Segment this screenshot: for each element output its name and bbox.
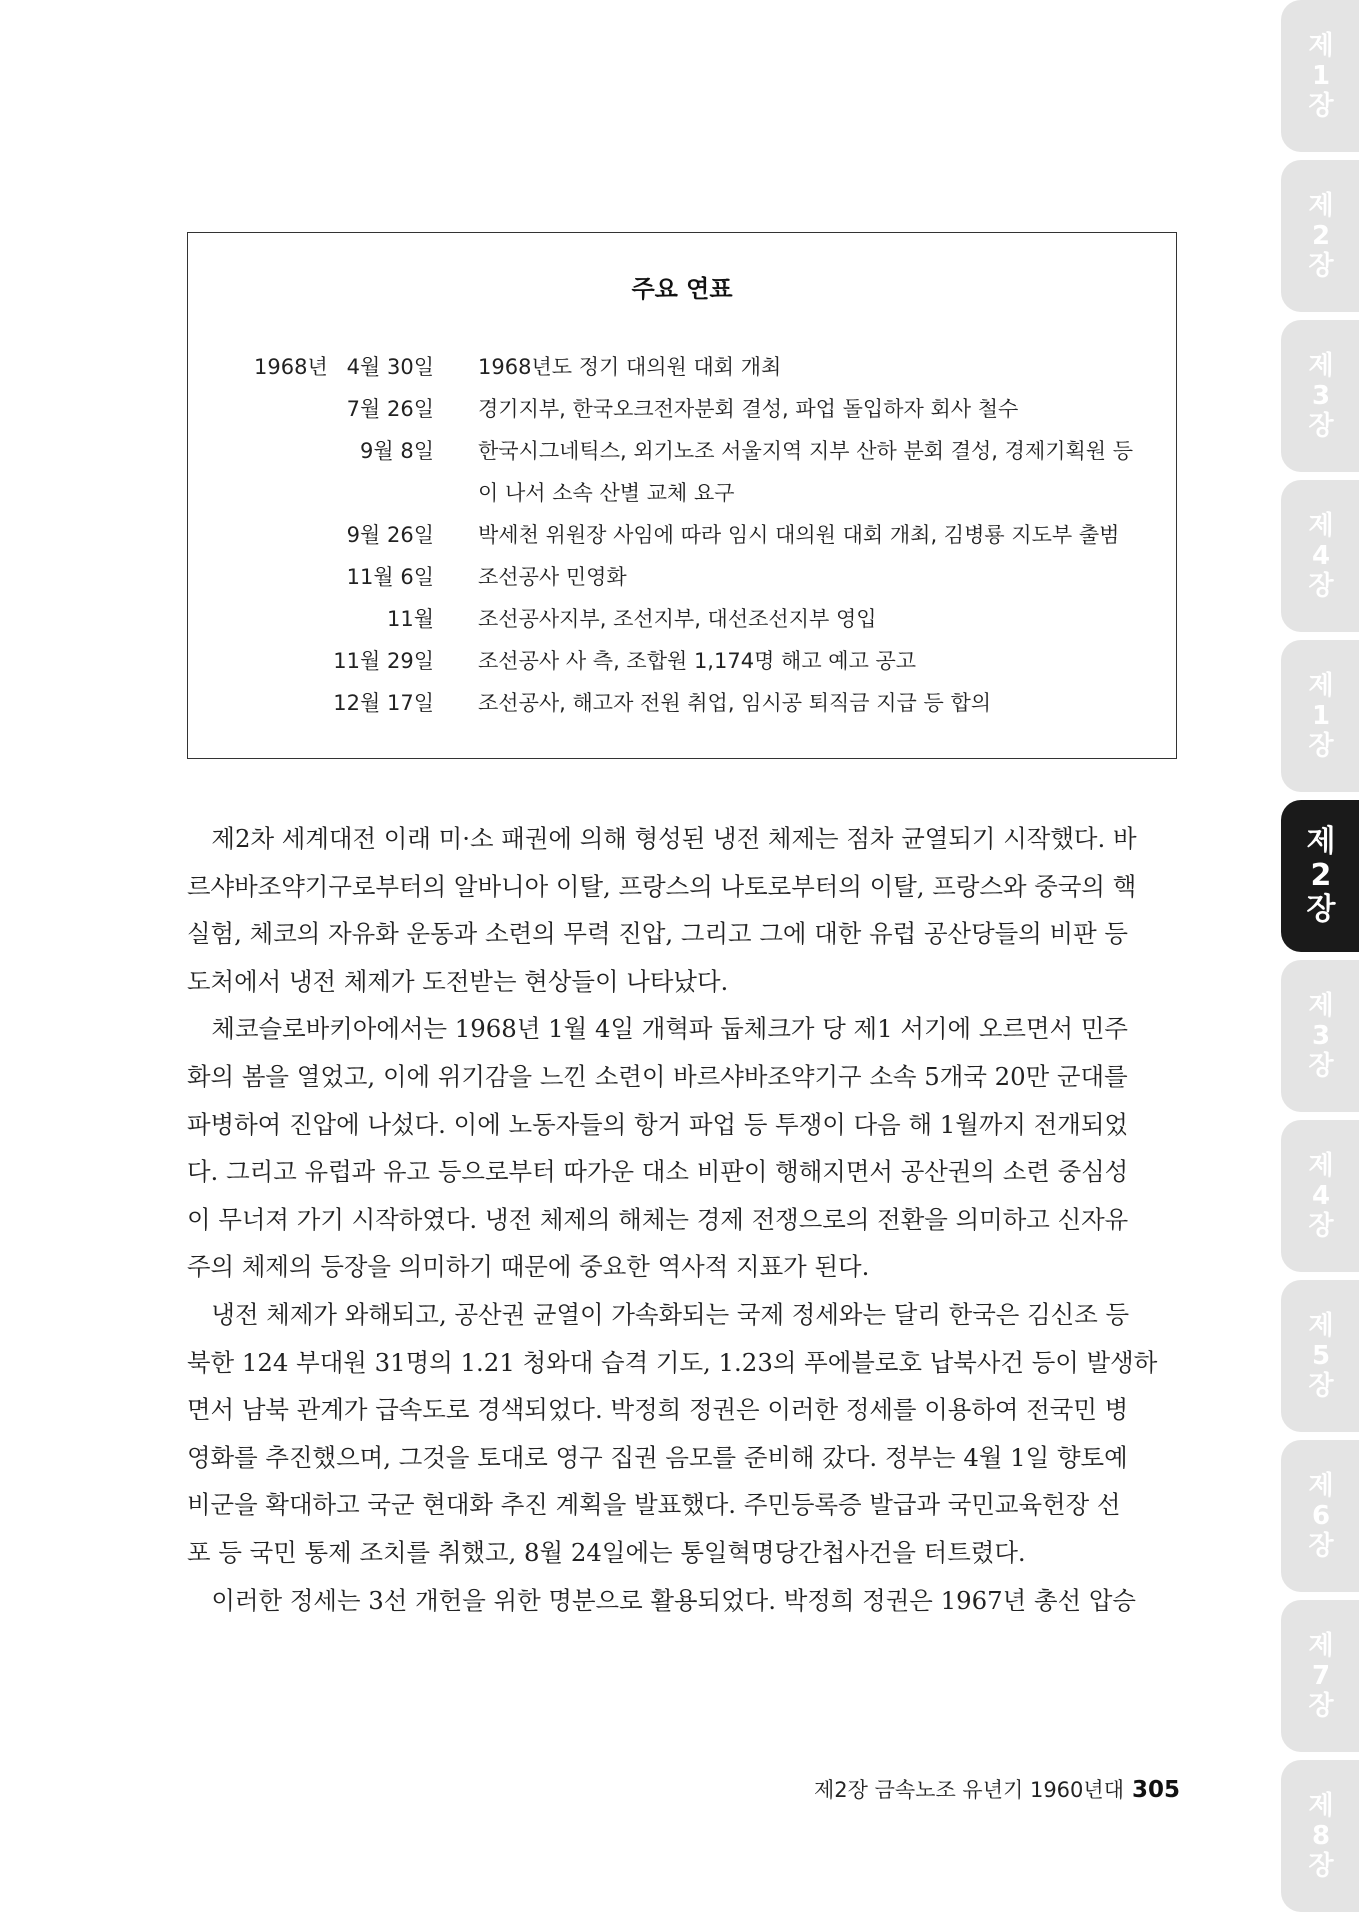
chronology-row [188,393,1176,435]
chronology-date: 11월 6일 [346,565,434,589]
tab-char: 6 [1311,1501,1331,1531]
chronology-row [188,603,1176,645]
tab-char: 4 [1311,541,1331,571]
chronology-event: 박세천 위원장 사임에 따라 임시 대의원 대회 개최, 김병룡 지도부 출범 [478,523,1120,547]
body-line: 이 무너져 가기 시작하였다. 냉전 체제의 해체는 경제 전쟁으로의 전환을 의미하고 신자유 [187,1204,1129,1234]
chronology-event: 조선공사 사 측, 조합원 1,174명 해고 예고 공고 [478,649,917,673]
chapter-tab-9[interactable] [1281,1280,1359,1432]
chronology-event: 조선공사지부, 조선지부, 대선조선지부 영입 [478,607,877,631]
tab-char: 제 [1308,31,1334,61]
body-line: 비군을 확대하고 국군 현대화 추진 계획을 발표했다. 주민등록증 발급과 국민교육헌장 선 [187,1490,1121,1520]
tab-char: 장 [1308,1371,1334,1401]
tab-char: 제 [1308,1791,1334,1821]
running-title: 제2장 금속노조 유년기 1960년대 [814,1778,1124,1802]
chronology-event: 이 나서 소속 산별 교체 요구 [478,481,735,505]
tab-char: 장 [1308,1051,1334,1081]
body-line: 주의 체제의 등장을 의미하기 때문에 중요한 역사적 지표가 된다. [187,1252,870,1282]
body-line: 체코슬로바키아에서는 1968년 1월 4일 개혁파 둡체크가 당 제1 서기에 오르면서 민주 [187,1014,1128,1044]
body-line: 화의 봄을 열었고, 이에 위기감을 느낀 소련이 바르샤바조약기구 소속 5개국 20만 군대를 [187,1061,1128,1091]
tab-char: 장 [1308,571,1334,601]
body-line: 파병하여 진압에 나섰다. 이에 노동자들의 항거 파업 등 투쟁이 다음 해 1월까지 전개되었 [187,1109,1128,1139]
body-line: 다. 그리고 유럽과 유고 등으로부터 따가운 대소 비판이 행해지면서 공산권의 소련 중심성 [187,1157,1129,1187]
chronology-title: 주요 연표 [631,275,733,303]
tab-char: 4 [1311,1181,1331,1211]
chronology-row [188,687,1176,729]
chronology-date: 4월 30일 [346,355,434,379]
body-line: 르샤바조약기구로부터의 알바니아 이탈, 프랑스의 나토로부터의 이탈, 프랑스와 중국의 핵 [187,871,1137,901]
tab-char: 장 [1308,1531,1334,1561]
running-footer [700,1774,1180,1804]
tab-char: 제 [1308,1631,1334,1661]
body-line: 포 등 국민 통제 조치를 취했고, 8월 24일에는 통일혁명당간첩사건을 터트렸다. [187,1537,1026,1567]
chapter-tab-3[interactable] [1281,320,1359,472]
tab-char: 1 [1311,701,1331,731]
chronology-date: 11월 29일 [333,649,434,673]
tab-char: 2 [1310,858,1332,893]
chronology-year: 1968년 [254,355,328,379]
body-text [187,815,1183,1624]
chapter-tab-5[interactable] [1281,640,1359,792]
chronology-event: 조선공사, 해고자 전원 취업, 임시공 퇴직금 지급 등 합의 [478,691,992,715]
chapter-tab-8[interactable] [1281,1120,1359,1272]
tab-char: 제 [1308,1151,1334,1181]
chapter-tab-10[interactable] [1281,1440,1359,1592]
tab-char: 제 [1308,1471,1334,1501]
tab-char: 장 [1306,892,1336,927]
chronology-row [188,561,1176,603]
chronology-list [188,351,1176,729]
chronology-row [188,519,1176,561]
chapter-tab-4[interactable] [1281,480,1359,632]
tab-char: 장 [1308,91,1334,121]
chapter-tab-2[interactable] [1281,160,1359,312]
chapter-tab-12[interactable] [1281,1760,1359,1912]
tab-char: 장 [1308,411,1334,441]
body-line: 영화를 추진했으며, 그것을 토대로 영구 집권 음모를 준비해 갔다. 정부는 4월 1일 향토예 [187,1442,1128,1472]
chronology-date: 9월 26일 [346,523,434,547]
chronology-date: 12월 17일 [333,691,434,715]
body-line: 냉전 체제가 와해되고, 공산권 균열이 가속화되는 국제 정세와는 달리 한국은 김신조 등 [187,1299,1130,1329]
tab-char: 7 [1311,1661,1331,1691]
tab-char: 제 [1308,991,1334,1021]
chronology-row [188,645,1176,687]
page-number: 305 [1131,1777,1180,1803]
chronology-row [188,351,1176,393]
tab-char: 장 [1308,251,1334,281]
tab-char: 제 [1308,1311,1334,1341]
tab-char: 8 [1311,1821,1331,1851]
chronology-event: 조선공사 민영화 [478,565,627,589]
chronology-date: 9월 8일 [360,439,434,463]
body-line: 이러한 정세는 3선 개헌을 위한 명분으로 활용되었다. 박정희 정권은 1967년 총선 압승 [187,1585,1136,1615]
tab-char: 장 [1308,1691,1334,1721]
chronology-event: 한국시그네틱스, 외기노조 서울지역 지부 산하 분회 결성, 경제기획원 등 [478,439,1134,463]
chapter-tab-11[interactable] [1281,1600,1359,1752]
tab-char: 장 [1308,1211,1334,1241]
tab-char: 제 [1308,351,1334,381]
body-line: 실험, 체코의 자유화 운동과 소련의 무력 진압, 그리고 그에 대한 유럽 공산당들의 비판 등 [187,919,1128,949]
tab-char: 제 [1306,824,1336,859]
tab-char: 제 [1308,671,1334,701]
body-line: 제2차 세계대전 이래 미·소 패권에 의해 형성된 냉전 체제는 점차 균열되기 시작했다. 바 [187,824,1137,853]
chapter-tab-7[interactable] [1281,960,1359,1112]
tab-char: 1 [1311,61,1331,91]
chapter-tab-1[interactable] [1281,0,1359,152]
chronology-row [188,435,1176,477]
tab-char: 3 [1311,381,1331,411]
chronology-box [187,232,1177,759]
tab-char: 제 [1308,191,1334,221]
tab-char: 3 [1311,1021,1331,1051]
chronology-row [188,477,1176,519]
chapter-tab-6-active[interactable] [1281,800,1359,952]
tab-char: 장 [1308,1851,1334,1881]
body-line: 면서 남북 관계가 급속도로 경색되었다. 박정희 정권은 이러한 정세를 이용하여 전국민 병 [187,1395,1129,1425]
body-line: 도처에서 냉전 체제가 도전받는 현상들이 나타났다. [187,966,729,996]
chronology-date: 11월 [386,607,434,631]
chronology-event: 경기지부, 한국오크전자분회 결성, 파업 돌입하자 회사 철수 [478,397,1019,421]
tab-char: 장 [1308,731,1334,761]
tab-char: 2 [1311,221,1331,251]
body-line: 북한 124 부대원 31명의 1.21 청와대 습격 기도, 1.23의 푸에블로호 납북사건 등이 발생하 [187,1347,1158,1377]
chronology-event: 1968년도 정기 대의원 대회 개최 [478,355,782,379]
tab-char: 제 [1308,511,1334,541]
chronology-date: 7월 26일 [346,397,434,421]
tab-char: 5 [1311,1341,1331,1371]
